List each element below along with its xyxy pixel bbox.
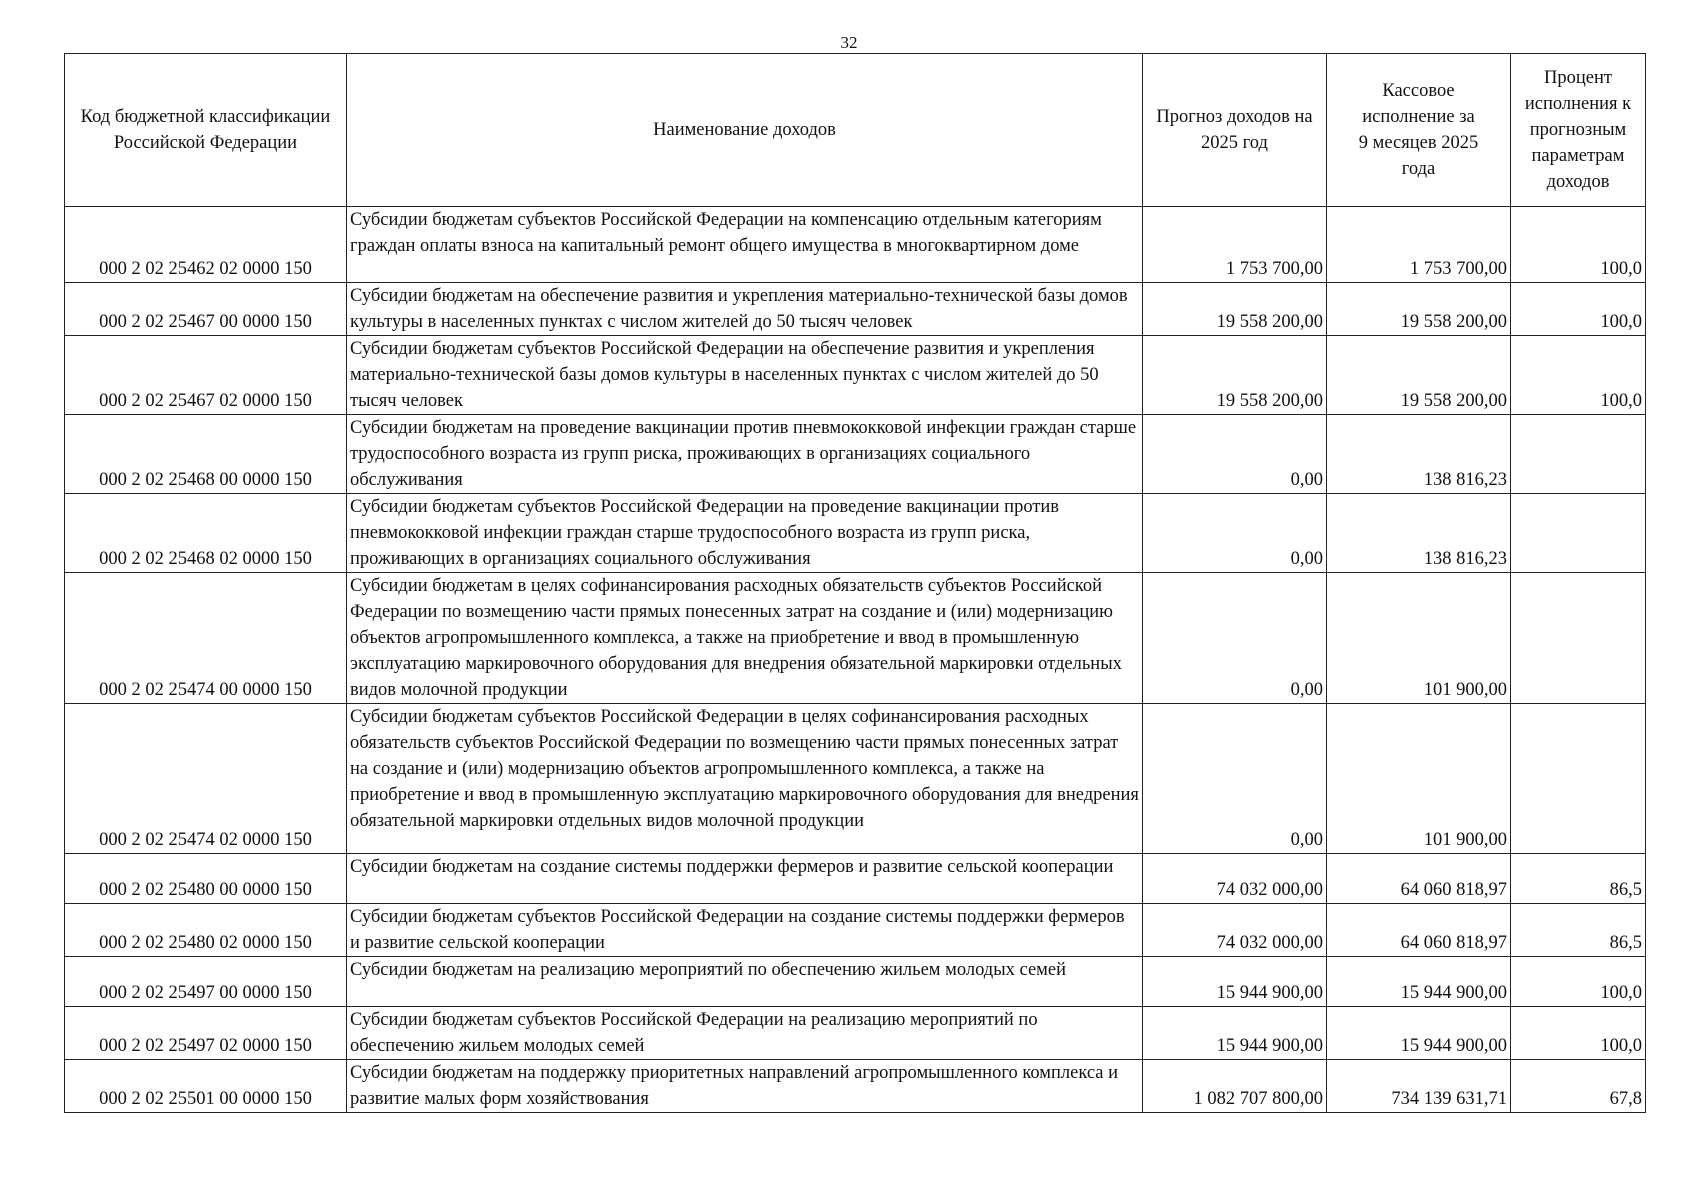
row-percent: 100,0: [1511, 283, 1646, 336]
header-code: Код бюджетной классификации Российской Федерации: [65, 54, 347, 207]
table-row: [65, 854, 1646, 904]
row-execution: 101 900,00: [1327, 573, 1511, 704]
row-code: 000 2 02 25468 00 0000 150: [65, 415, 347, 494]
row-execution: 19 558 200,00: [1327, 336, 1511, 415]
row-forecast: 1 082 707 800,00: [1143, 1060, 1327, 1113]
row-percent: [1511, 573, 1646, 704]
header-name: Наименование доходов: [347, 54, 1143, 207]
table-row: [65, 904, 1646, 957]
row-percent: 100,0: [1511, 1007, 1646, 1060]
row-code: 000 2 02 25480 02 0000 150: [65, 904, 347, 957]
row-execution: 15 944 900,00: [1327, 957, 1511, 1007]
row-code: 000 2 02 25480 00 0000 150: [65, 854, 347, 904]
table-row: [65, 415, 1646, 494]
table-row: [65, 283, 1646, 336]
row-forecast: 19 558 200,00: [1143, 283, 1327, 336]
table-row: [65, 336, 1646, 415]
row-code: 000 2 02 25497 02 0000 150: [65, 1007, 347, 1060]
row-execution: 101 900,00: [1327, 704, 1511, 854]
row-code: 000 2 02 25501 00 0000 150: [65, 1060, 347, 1113]
row-name: Субсидии бюджетам на поддержку приоритетных направлений агропромышленного комплекса и развитие малых форм хозяйствования: [347, 1060, 1143, 1113]
row-name: Субсидии бюджетам субъектов Российской Федерации на реализацию мероприятий по обеспечению жильем молодых семей: [347, 1007, 1143, 1060]
row-execution: 138 816,23: [1327, 415, 1511, 494]
header-percent: Процент исполнения к прогнозным параметрам доходов: [1511, 54, 1646, 207]
row-name: Субсидии бюджетам на обеспечение развития и укрепления материально-технической базы домов культуры в населенных пунктах с числом жителей до 50 тысяч человек: [347, 283, 1143, 336]
table-row: [65, 573, 1646, 704]
row-forecast: 74 032 000,00: [1143, 904, 1327, 957]
row-name: Субсидии бюджетам субъектов Российской Федерации на создание системы поддержки фермеров и развитие сельской кооперации: [347, 904, 1143, 957]
row-forecast: 19 558 200,00: [1143, 336, 1327, 415]
row-name: Субсидии бюджетам на реализацию мероприятий по обеспечению жильем молодых семей: [347, 957, 1143, 1007]
row-forecast: 1 753 700,00: [1143, 207, 1327, 283]
revenue-table: [64, 53, 1646, 1113]
row-name: Субсидии бюджетам в целях софинансирования расходных обязательств субъектов Российской Федерации по возмещению части прямых понесенных затрат на создание и (или) модернизацию объектов агропромышленного комплекса, а также на приобретение и ввод в промышленную эксплуатацию маркировочного оборудования для внедрения обязательной маркировки отдельных видов молочной продукции: [347, 573, 1143, 704]
row-execution: 19 558 200,00: [1327, 283, 1511, 336]
row-percent: [1511, 704, 1646, 854]
table-row: [65, 494, 1646, 573]
row-percent: [1511, 415, 1646, 494]
row-code: 000 2 02 25467 02 0000 150: [65, 336, 347, 415]
row-percent: 100,0: [1511, 207, 1646, 283]
row-execution: 734 139 631,71: [1327, 1060, 1511, 1113]
row-forecast: 0,00: [1143, 573, 1327, 704]
row-forecast: 0,00: [1143, 494, 1327, 573]
row-forecast: 15 944 900,00: [1143, 957, 1327, 1007]
header-execution: Кассовое исполнение за 9 месяцев 2025 года: [1327, 54, 1511, 207]
row-code: 000 2 02 25462 02 0000 150: [65, 207, 347, 283]
table-row: [65, 957, 1646, 1007]
page-number: 32: [840, 33, 858, 52]
row-execution: 1 753 700,00: [1327, 207, 1511, 283]
row-percent: 100,0: [1511, 957, 1646, 1007]
row-percent: [1511, 494, 1646, 573]
row-name: Субсидии бюджетам на создание системы поддержки фермеров и развитие сельской кооперации: [347, 854, 1143, 904]
row-execution: 64 060 818,97: [1327, 904, 1511, 957]
row-name: Субсидии бюджетам субъектов Российской Федерации в целях софинансирования расходных обязательств субъектов Российской Федерации по возмещению части прямых понесенных затрат на создание и (или) модернизацию объектов агропромышленного комплекса, а также на приобретение и ввод в промышленную эксплуатацию маркировочного оборудования для внедрения обязательной маркировки отдельных видов молочной продукции: [347, 704, 1143, 854]
table-row: [65, 1007, 1646, 1060]
row-forecast: 74 032 000,00: [1143, 854, 1327, 904]
row-name: Субсидии бюджетам субъектов Российской Федерации на проведение вакцинации против пневмококковой инфекции граждан старше трудоспособного возраста из групп риска, проживающих в организациях социального обслуживания: [347, 494, 1143, 573]
table-header-row: [65, 54, 1646, 207]
row-code: 000 2 02 25467 00 0000 150: [65, 283, 347, 336]
row-name: Субсидии бюджетам на проведение вакцинации против пневмококковой инфекции граждан старше трудоспособного возраста из групп риска, проживающих в организациях социального обслуживания: [347, 415, 1143, 494]
table-row: [65, 704, 1646, 854]
row-name: Субсидии бюджетам субъектов Российской Федерации на компенсацию отдельным категориям граждан оплаты взноса на капитальный ремонт общего имущества в многоквартирном доме: [347, 207, 1143, 283]
row-forecast: 0,00: [1143, 704, 1327, 854]
table-row: [65, 1060, 1646, 1113]
row-code: 000 2 02 25468 02 0000 150: [65, 494, 347, 573]
row-percent: 67,8: [1511, 1060, 1646, 1113]
row-percent: 86,5: [1511, 904, 1646, 957]
row-code: 000 2 02 25497 00 0000 150: [65, 957, 347, 1007]
row-execution: 138 816,23: [1327, 494, 1511, 573]
header-forecast: Прогноз доходов на 2025 год: [1143, 54, 1327, 207]
row-code: 000 2 02 25474 02 0000 150: [65, 704, 347, 854]
row-percent: 100,0: [1511, 336, 1646, 415]
row-percent: 86,5: [1511, 854, 1646, 904]
row-name: Субсидии бюджетам субъектов Российской Федерации на обеспечение развития и укрепления материально-технической базы домов культуры в населенных пунктах с числом жителей до 50 тысяч человек: [347, 336, 1143, 415]
row-code: 000 2 02 25474 00 0000 150: [65, 573, 347, 704]
row-execution: 15 944 900,00: [1327, 1007, 1511, 1060]
row-forecast: 15 944 900,00: [1143, 1007, 1327, 1060]
row-execution: 64 060 818,97: [1327, 854, 1511, 904]
row-forecast: 0,00: [1143, 415, 1327, 494]
table-row: [65, 207, 1646, 283]
